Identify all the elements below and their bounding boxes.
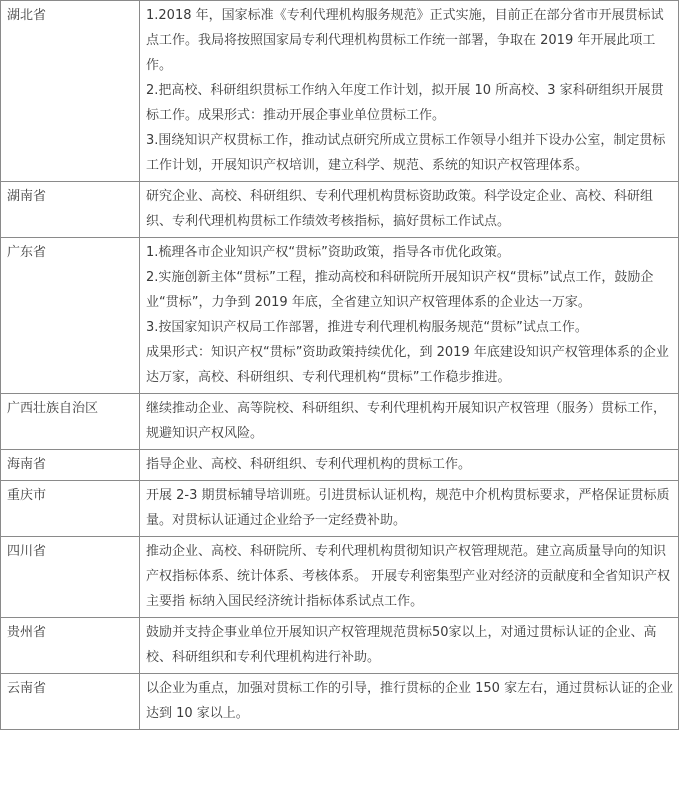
content-line: 继续推动企业、高等院校、科研组织、专利代理机构开展知识产权管理（服务）贯标工作，规避知识产权风险。: [146, 401, 667, 441]
table-row-guangdong: [1, 238, 679, 394]
content-line: 以企业为重点，加强对贯标工作的引导，推行贯标的企业 150 家左右，通过贯标认证的企业达到 10 家以上。: [146, 681, 674, 721]
content-line: 3.按国家知识产权局工作部署，推进专利代理机构服务规范“贯标”试点工作。: [146, 320, 588, 335]
content-cell: [140, 618, 679, 674]
region-cell: 湖北省: [1, 1, 140, 182]
table-row-chongqing: [1, 481, 679, 537]
content-line: 鼓励并支持企事业单位开展知识产权管理规范贯标50家以上，对通过贯标认证的企业、高校、科研组织和专利代理机构进行补助。: [146, 625, 657, 665]
content-cell: [140, 481, 679, 537]
content-line: 2.把高校、科研组织贯标工作纳入年度工作计划，拟开展 10 所高校、3 家科研组织开展贯标工作。成果形式：推动开展企事业单位贯标工作。: [146, 83, 664, 123]
table-row-hubei: [1, 1, 679, 182]
table-row-yunnan: [1, 674, 679, 730]
region-cell: 重庆市: [1, 481, 140, 537]
table-row-hainan: [1, 450, 679, 481]
content-cell: [140, 674, 679, 730]
region-cell: 湖南省: [1, 182, 140, 238]
content-line: 开展 2-3 期贯标辅导培训班。引进贯标认证机构，规范中介机构贯标要求，严格保证贯标质量。对贯标认证通过企业给予一定经费补助。: [146, 488, 670, 528]
region-cell: 云南省: [1, 674, 140, 730]
table-row-guizhou: [1, 618, 679, 674]
content-line: 指导企业、高校、科研组织、专利代理机构的贯标工作。: [146, 457, 472, 472]
content-line: 1.梳理各市企业知识产权“贯标”资助政策，指导各市优化政策。: [146, 245, 510, 260]
region-cell: 海南省: [1, 450, 140, 481]
content-cell: [140, 394, 679, 450]
content-cell: [140, 1, 679, 182]
content-cell: [140, 238, 679, 394]
region-cell: 四川省: [1, 537, 140, 618]
content-line: 成果形式：知识产权“贯标”资助政策持续优化，到 2019 年底建设知识产权管理体系的企业达万家，高校、科研组织、专利代理机构“贯标”工作稳步推进。: [146, 345, 669, 385]
content-cell: [140, 450, 679, 481]
content-cell: [140, 537, 679, 618]
region-cell: 广东省: [1, 238, 140, 394]
content-line: 推动企业、高校、科研院所、专利代理机构贯彻知识产权管理规范。建立高质量导向的知识产权指标体系、统计体系、考核体系。 开展专利密集型产业对经济的贡献度和全省知识产权主要指 标纳入国民经济统计指标体系试点工作。: [146, 544, 671, 609]
content-cell: [140, 182, 679, 238]
table-row-sichuan: [1, 537, 679, 618]
table-row-guangxi: [1, 394, 679, 450]
policy-table-body: [1, 1, 679, 730]
region-cell: 贵州省: [1, 618, 140, 674]
content-line: 2.实施创新主体“贯标”工程，推动高校和科研院所开展知识产权“贯标”试点工作，鼓励企业“贯标”，力争到 2019 年底，全省建立知识产权管理体系的企业达一万家。: [146, 270, 654, 310]
content-line: 研究企业、高校、科研组织、专利代理机构贯标资助政策。科学设定企业、高校、科研组织、专利代理机构贯标工作绩效考核指标，搞好贯标工作试点。: [146, 189, 654, 229]
content-line: 1.2018 年，国家标准《专利代理机构服务规范》正式实施，目前正在部分省市开展贯标试点工作。我局将按照国家局专利代理机构贯标工作统一部署，争取在 2019 年开展此项工作。: [146, 8, 664, 73]
region-cell: 广西壮族自治区: [1, 394, 140, 450]
content-line: 3.围绕知识产权贯标工作，推动试点研究所成立贯标工作领导小组并下设办公室，制定贯标工作计划，开展知识产权培训，建立科学、规范、系统的知识产权管理体系。: [146, 133, 666, 173]
table-row-hunan: [1, 182, 679, 238]
